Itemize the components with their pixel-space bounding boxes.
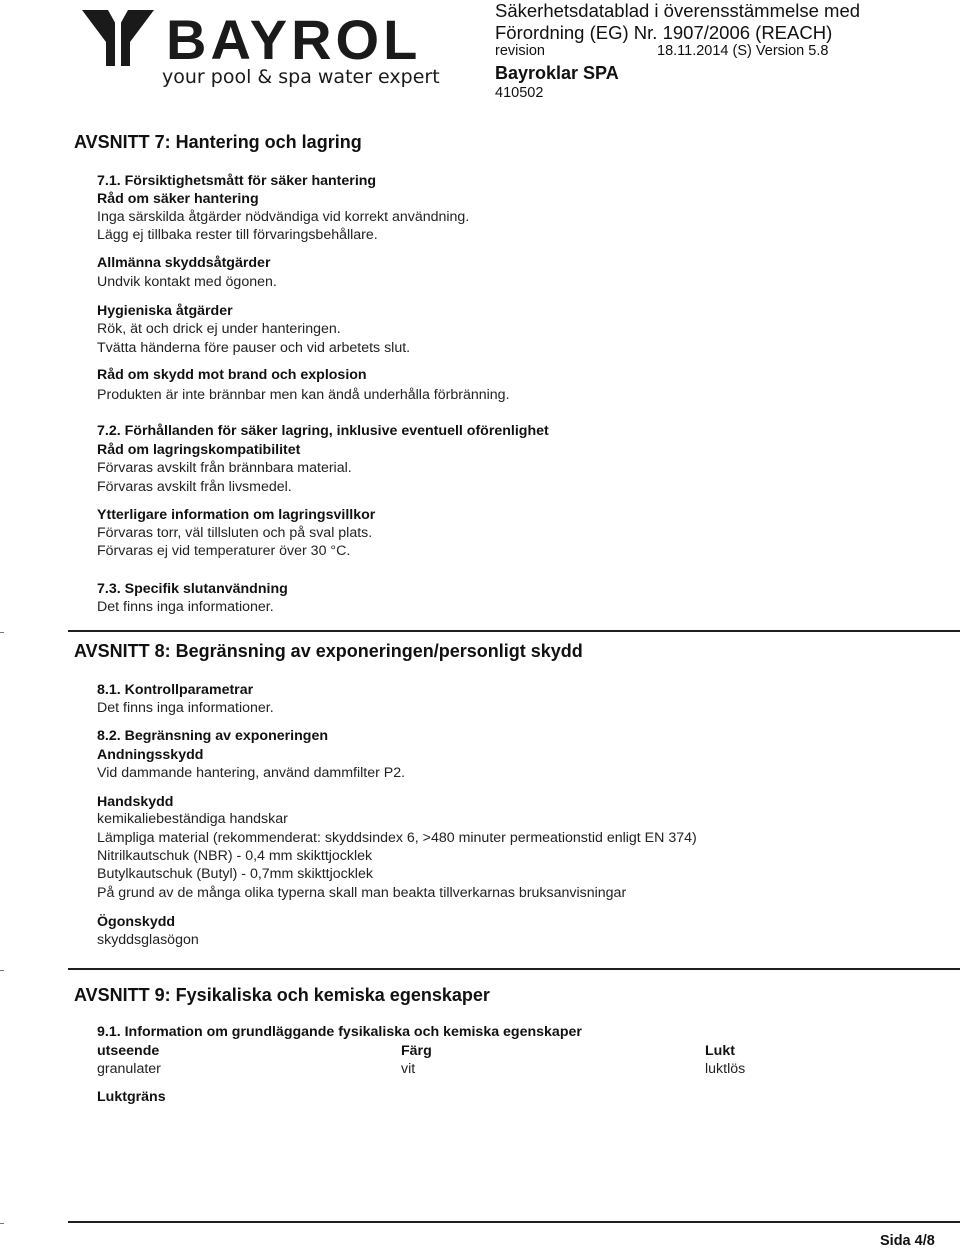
section-7-2-heading: 7.2. Förhållanden för säker lagring, inklusive eventuell oförenlighet xyxy=(97,423,549,439)
storage-conditions-text-2: Förvaras ej vid temperaturer över 30 °C. xyxy=(97,543,351,559)
margin-tick xyxy=(0,970,4,971)
storage-conditions-text-1: Förvaras torr, väl tillsluten och på sval plats. xyxy=(97,525,373,541)
eye-protection-subheading: Ögonskydd xyxy=(97,914,176,930)
margin-tick xyxy=(0,632,4,633)
section-7-title: AVSNITT 7: Hantering och lagring xyxy=(74,132,362,152)
hand-protection-text-5: På grund av de många olika typerna skall man beakta tillverkarnas bruksanvisningar xyxy=(97,885,627,901)
storage-compatibility-text-1: Förvaras avskilt från brännbara material. xyxy=(97,460,352,476)
section-divider xyxy=(68,630,960,632)
fire-protection-text: Produkten är inte brännbar men kan ändå underhålla förbränning. xyxy=(97,387,510,403)
respiratory-protection-text: Vid dammande hantering, använd dammfilter P2. xyxy=(97,765,406,781)
document-title: Säkerhetsdatablad i överensstämmelse med xyxy=(495,0,861,21)
regulation-reference: Förordning (EG) Nr. 1907/2006 (REACH) xyxy=(495,22,833,43)
hand-protection-text-2: Lämpliga material (rekommenderat: skyddsindex 6, >480 minuter permeationstid enligt EN 374) xyxy=(97,830,697,846)
section-divider xyxy=(68,968,960,970)
margin-tick xyxy=(0,1223,4,1224)
property-value-odor: luktlös xyxy=(705,1061,746,1077)
revision-label: revision xyxy=(495,43,545,59)
product-name: Bayroklar SPA xyxy=(495,63,619,83)
property-value-appearance: granulater xyxy=(97,1061,161,1077)
section-8-2-heading: 8.2. Begränsning av exponeringen xyxy=(97,728,329,744)
footer-divider xyxy=(68,1221,960,1223)
hand-protection-text-3: Nitrilkautschuk (NBR) - 0,4 mm skikttjocklek xyxy=(97,848,373,864)
hand-protection-subheading: Handskydd xyxy=(97,794,174,810)
page-number: Sida 4/8 xyxy=(880,1233,935,1249)
safe-handling-text-2: Lägg ej tillbaka rester till förvaringsbehållare. xyxy=(97,227,378,243)
safe-handling-text-1: Inga särskilda åtgärder nödvändiga vid korrekt användning. xyxy=(97,209,470,225)
bayrol-logo xyxy=(78,8,438,96)
eye-protection-text: skyddsglasögon xyxy=(97,932,199,948)
property-header-appearance: utseende xyxy=(97,1043,160,1059)
section-9-title: AVSNITT 9: Fysikaliska och kemiska egenskaper xyxy=(74,985,490,1005)
section-8-1-heading: 8.1. Kontrollparametrar xyxy=(97,682,254,698)
brand-wordmark: BAYROL xyxy=(166,8,422,71)
section-9-1-heading: 9.1. Information om grundläggande fysikaliska och kemiska egenskaper xyxy=(97,1024,582,1040)
property-header-color: Färg xyxy=(401,1043,432,1059)
product-code: 410502 xyxy=(495,85,544,101)
section-8-title: AVSNITT 8: Begränsning av exponeringen/personligt skydd xyxy=(74,641,583,661)
section-7-3-heading: 7.3. Specifik slutanvändning xyxy=(97,581,288,597)
hygiene-subheading: Hygieniska åtgärder xyxy=(97,303,233,319)
revision-line xyxy=(495,43,829,59)
end-use-text: Det finns inga informationer. xyxy=(97,599,274,615)
bayrol-y-mark-icon xyxy=(78,8,158,70)
storage-conditions-subheading: Ytterligare information om lagringsvillkor xyxy=(97,507,376,523)
hygiene-text-2: Tvätta händerna före pauser och vid arbetets slut. xyxy=(97,340,411,356)
hand-protection-text-1: kemikaliebeständiga handskar xyxy=(97,811,288,827)
storage-compatibility-text-2: Förvaras avskilt från livsmedel. xyxy=(97,479,292,495)
fire-protection-subheading: Råd om skydd mot brand och explosion xyxy=(97,367,367,383)
respiratory-protection-subheading: Andningsskydd xyxy=(97,747,204,763)
section-7-1-heading: 7.1. Försiktighetsmått för säker hantering xyxy=(97,173,377,189)
odor-threshold-subheading: Luktgräns xyxy=(97,1089,166,1105)
brand-tagline: your pool & spa water expert xyxy=(162,66,440,88)
property-value-color: vit xyxy=(401,1061,416,1077)
control-parameters-text: Det finns inga informationer. xyxy=(97,700,274,716)
property-header-odor: Lukt xyxy=(705,1043,735,1059)
general-protection-subheading: Allmänna skyddsåtgärder xyxy=(97,255,271,271)
storage-compatibility-subheading: Råd om lagringskompatibilitet xyxy=(97,442,301,458)
hygiene-text-1: Rök, ät och drick ej under hanteringen. xyxy=(97,321,341,337)
revision-date: 18.11.2014 (S) Version 5.8 xyxy=(657,43,829,59)
hand-protection-text-4: Butylkautschuk (Butyl) - 0,7mm skikttjocklek xyxy=(97,866,373,882)
general-protection-text: Undvik kontakt med ögonen. xyxy=(97,274,277,290)
safe-handling-subheading: Råd om säker hantering xyxy=(97,191,259,207)
